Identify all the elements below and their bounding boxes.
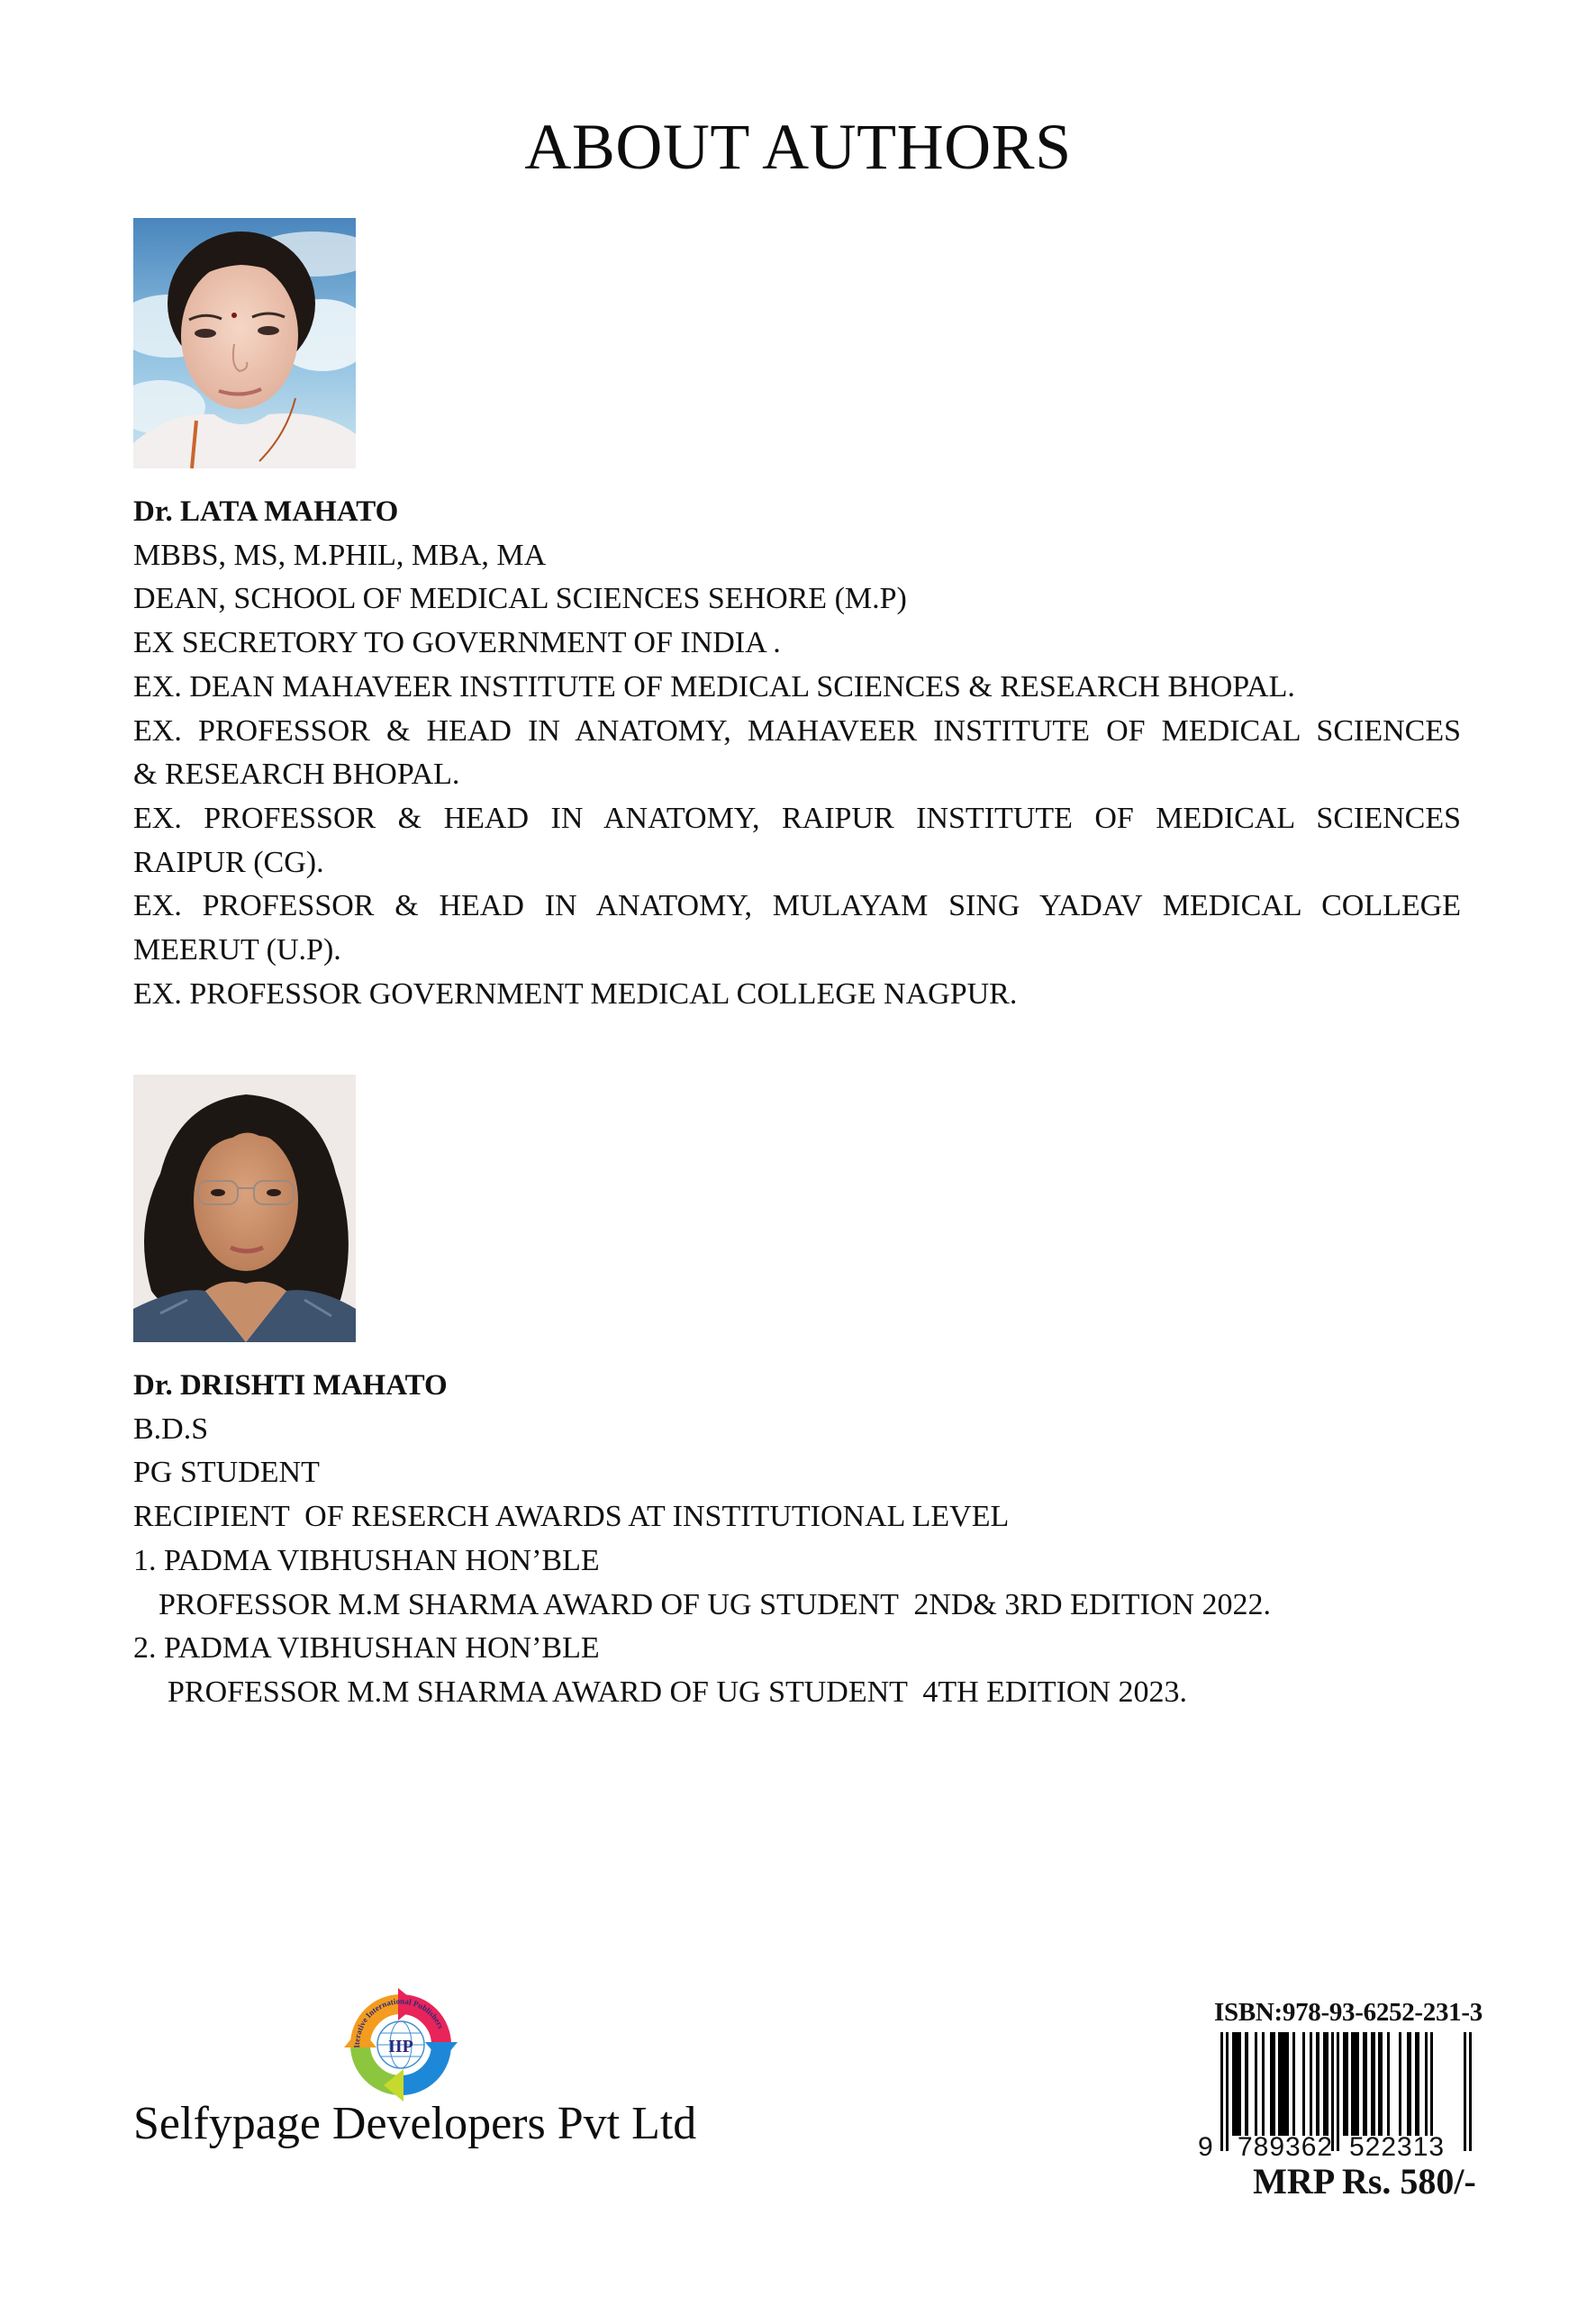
bio-line: EX. DEAN MAHAVEER INSTITUTE OF MEDICAL SCIENCES & RESEARCH BHOPAL. [133,669,1295,704]
bio-line: RAIPUR (CG). [133,845,324,879]
author-photo-drishti-mahato [133,1075,356,1342]
isbn-barcode [1198,2032,1495,2163]
award-item: 1. PADMA VIBHUSHAN HON’BLE [133,1543,600,1577]
award-item: 2. PADMA VIBHUSHAN HON’BLE [133,1631,600,1666]
svg-text:Iterative International Publis: Iterative International Publishers [351,1996,446,2048]
author-bio-lata-mahato [133,490,1461,1016]
bio-line: & RESEARCH BHOPAL. [133,758,460,792]
iip-logo-icon [333,1977,468,2112]
author-bio-drishti-mahato [133,1364,1461,1715]
bio-line: MEERUT (U.P). [133,933,341,967]
author-name: Dr. DRISHTI MAHATO [133,1369,448,1402]
author-photo-lata-mahato [133,218,356,468]
logo-initials: IIP [388,2037,413,2056]
bio-line: EX. PROFESSOR GOVERNMENT MEDICAL COLLEGE NAGPUR. [133,976,1018,1011]
price-label: MRP Rs. 580/- [1253,2161,1476,2202]
bio-line: RECIPIENT OF RESERCH AWARDS AT INSTITUTIONAL LEVEL [133,1500,1010,1534]
bio-line: PG STUDENT [133,1456,320,1490]
bio-line: EX. PROFESSOR & HEAD IN ANATOMY, RAIPUR INSTITUTE OF MEDICAL SCIENCES [133,801,1461,835]
page-title: ABOUT AUTHORS [524,111,1072,183]
barcode-right-digits: 522313 [1349,2132,1446,2162]
bio-line: EX SECRETORY TO GOVERNMENT OF INDIA . [133,626,781,660]
bio-line: DEAN, SCHOOL OF MEDICAL SCIENCES SEHORE (M.P) [133,582,907,616]
author-name: Dr. LATA MAHATO [133,495,399,528]
qualifications: B.D.S [133,1412,209,1446]
bio-line: EX. PROFESSOR & HEAD IN ANATOMY, MAHAVEER INSTITUTE OF MEDICAL SCIENCES [133,713,1461,748]
bio-line: EX. PROFESSOR & HEAD IN ANATOMY, MULAYAM SING YADAV MEDICAL COLLEGE [133,889,1461,923]
barcode-left-digits: 789362 [1238,2132,1334,2162]
barcode-lead-digit: 9 [1198,2132,1213,2162]
publisher-name: Selfypage Developers Pvt Ltd [133,2098,697,2149]
qualifications: MBBS, MS, M.PHIL, MBA, MA [133,538,547,572]
portrait-image [133,1075,356,1342]
portrait-image [133,218,356,468]
award-detail: PROFESSOR M.M SHARMA AWARD OF UG STUDENT 2ND& 3RD EDITION 2022. [159,1587,1271,1621]
award-detail: PROFESSOR M.M SHARMA AWARD OF UG STUDENT 4TH EDITION 2023. [168,1675,1187,1709]
isbn-label: ISBN:978-93-6252-231-3 [1214,1998,1483,2027]
publisher-logo [333,1977,468,2112]
